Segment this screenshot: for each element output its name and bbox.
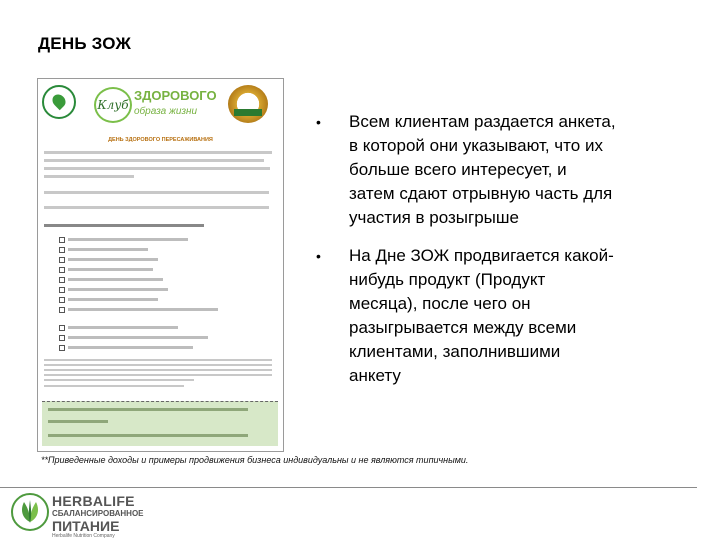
checkbox-label bbox=[68, 336, 208, 339]
checkbox bbox=[59, 325, 65, 331]
checkbox-label bbox=[68, 238, 188, 241]
checkbox-label bbox=[68, 308, 218, 311]
brand-line3: ПИТАНИЕ bbox=[52, 518, 120, 534]
tear-off-section bbox=[42, 401, 278, 446]
bullet-item bbox=[316, 110, 616, 230]
club-badge-logo bbox=[228, 85, 268, 123]
bullet-text: Всем клиентам раздается анкета, в которой они указывают, что их больше всего интересует, и затем сдают отрывную часть для участия в розыгрыше bbox=[349, 112, 616, 227]
form-fineprint bbox=[44, 359, 272, 361]
checkbox bbox=[59, 267, 65, 273]
checkbox-label bbox=[68, 278, 163, 281]
checkbox-label bbox=[68, 268, 153, 271]
form-fineprint bbox=[44, 364, 272, 366]
slide-title: ДЕНЬ ЗОЖ bbox=[38, 34, 132, 53]
checkbox bbox=[59, 297, 65, 303]
checkbox bbox=[59, 257, 65, 263]
checkbox-label bbox=[68, 288, 168, 291]
form-interest-heading bbox=[44, 224, 204, 227]
form-text-line bbox=[44, 151, 272, 154]
form-text-line bbox=[44, 159, 264, 162]
form-fineprint bbox=[44, 369, 272, 371]
bullet-dot-icon: • bbox=[316, 114, 321, 130]
footer-divider bbox=[0, 487, 697, 488]
bullet-item bbox=[316, 244, 616, 388]
checkbox-label bbox=[68, 326, 178, 329]
bullet-list bbox=[316, 110, 616, 402]
brand-line1: HERBALIFE bbox=[52, 493, 135, 509]
checkbox bbox=[59, 287, 65, 293]
questionnaire-image bbox=[37, 78, 284, 452]
form-name-line bbox=[44, 191, 269, 194]
checkbox bbox=[59, 237, 65, 243]
bullet-dot-icon: • bbox=[316, 248, 321, 264]
checkbox-label bbox=[68, 248, 148, 251]
form-title: ДЕНЬ ЗДОРОВОГО ПЕРЕСАЖИВАНИЯ bbox=[108, 137, 213, 143]
form-text-line bbox=[44, 175, 134, 178]
checkbox-label bbox=[68, 258, 158, 261]
checkbox bbox=[59, 345, 65, 351]
brand-line2: СБАЛАНСИРОВАННОЕ bbox=[52, 509, 144, 518]
form-contact-line bbox=[44, 206, 269, 209]
checkbox-label bbox=[68, 298, 158, 301]
checkbox bbox=[59, 247, 65, 253]
herbalife-leaf-icon bbox=[10, 492, 50, 532]
checkbox bbox=[59, 277, 65, 283]
form-fineprint bbox=[44, 379, 194, 381]
checkbox-label bbox=[68, 346, 193, 349]
tear-off-line bbox=[48, 408, 248, 411]
form-fineprint bbox=[44, 374, 272, 376]
club-logo: Клуб ЗДОРОВОГО образа жизни bbox=[94, 87, 218, 123]
brand-line4: Herbalife Nutrition Company bbox=[52, 533, 115, 539]
form-text-line bbox=[44, 167, 270, 170]
herbalife-seal-logo bbox=[42, 85, 76, 119]
tear-off-line bbox=[48, 434, 248, 437]
tear-off-line bbox=[48, 420, 108, 423]
checkbox bbox=[59, 335, 65, 341]
form-fineprint bbox=[44, 385, 184, 387]
disclaimer-note: **Приведенные доходы и примеры продвижения бизнеса индивидуальны и не являются типичными. bbox=[41, 455, 469, 465]
herbalife-wordmark bbox=[52, 494, 144, 540]
checkbox bbox=[59, 307, 65, 313]
bullet-text: На Дне ЗОЖ продвигается какой-нибудь продукт (Продукт месяца), после чего он разыгрывается между всеми клиентами, заполнившими анкету bbox=[349, 246, 614, 385]
